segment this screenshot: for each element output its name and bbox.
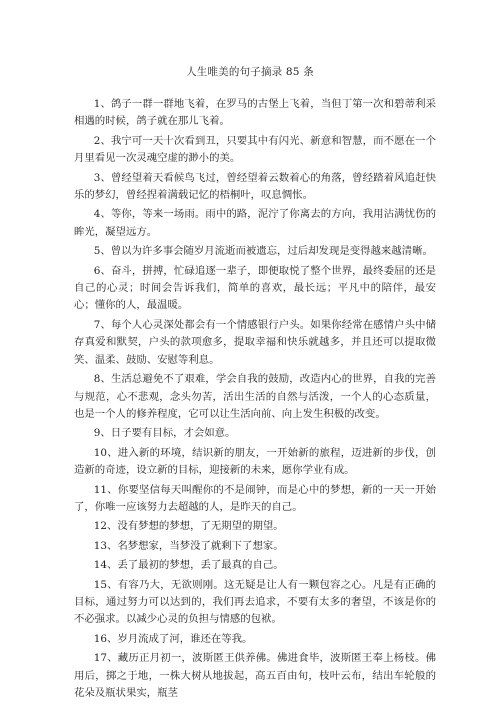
- paragraph: 14、丢了最初的梦想，丢了最真的自己。: [93, 559, 284, 572]
- paragraph: 16、岁月流成了河，谁还在等我。: [93, 632, 253, 645]
- paragraph: 4、等你，等来一场雨。雨中的路，泥泞了你离去的方向，我用沾满忧伤的眸光，凝望远方。: [74, 208, 436, 238]
- paragraph: 5、曾以为许多事会随岁月流逝而被遗忘，过后却发现是变得越来越清晰。: [93, 245, 433, 258]
- document-body: [74, 96, 436, 704]
- paragraph: 10、进入新的环境，结识新的朋友，一开始新的旅程，迈进新的步伐，创造新的奇迹，设立新的目标，迎接新的未来，愿你学业有成。: [74, 446, 436, 477]
- paragraph: 13、名梦想家，当梦没了就剩下了想家。: [93, 539, 284, 552]
- paragraph: 1、鸽子一群一群地飞着，在罗马的古堡上飞着，当但丁第一次和碧蒂利采相遇的时候，鸽子就在那儿飞着。: [74, 98, 436, 128]
- paragraph: 12、没有梦想的梦想，了无期望的期望。: [93, 520, 284, 533]
- paragraph: 11、你要坚信每天叫醒你的不是闹钟，而是心中的梦想，新的一天一开始了，你唯一应该努力去超越的人，是昨天的自己。: [74, 483, 436, 513]
- paragraph: 6、奋斗，拼搏，忙碌追逐一辈子，即便取悦了整个世界，最终委屈的还是自己的心灵；时间会告诉我们，简单的喜欢，最长远；平凡中的陪伴，最安心；懂你的人，最温暖。: [74, 264, 436, 312]
- paragraph: 9、日子要有目标，才会如意。: [93, 427, 236, 440]
- paragraph: 17、藏历正月初一，波斯匿王供养佛。佛进食毕，波斯匿王奉上杨枝。佛用后，掷之于地，一株大树从地拔起，高五百由旬，枝叶云布，结出车轮般的花朵及瓶状果实，瓶茎: [74, 652, 436, 699]
- paragraph: 2、我宁可一天十次看到丑，只要其中有闪光、新意和智慧，而不愿在一个月里看见一次灵魂空虚的渺小的美。: [74, 134, 436, 165]
- paragraph: 7、每个人心灵深处都会有一个情感银行户头。如果你经常在感情户头中储存真爱和默契，户头的款项愈多，提取幸福和快乐就越多，并且还可以提取微笑、温柔、鼓励、安慰等利息。: [74, 318, 436, 366]
- paragraph: 15、有容乃大，无欲则刚。这无疑是让人有一颗包容之心。凡是有正确的目标，通过努力可以达到的，我们再去追求，不要有太多的奢望，不该是你的不必强求。以减少心灵的负担与情感的包袱。: [74, 578, 436, 626]
- document-title: 人生唯美的句子摘录 85 条: [186, 66, 314, 78]
- paragraph: 3、曾经望着天看候鸟飞过，曾经望着云数着心的角落，曾经踏着风追赶快乐的梦幻，曾经捏着满载记忆的梧桐叶，叹息惆怅。: [74, 171, 436, 202]
- paragraph: 8、生活总避免不了艰难，学会自我的鼓励，改造内心的世界，自我的完善与规范，心不悲观，念头勿苦，活出生活的自然与活泼，一个人的心态质量，也是一个人的修养程度，它可以让生活向前、向上发生积极的改变。: [74, 373, 436, 420]
